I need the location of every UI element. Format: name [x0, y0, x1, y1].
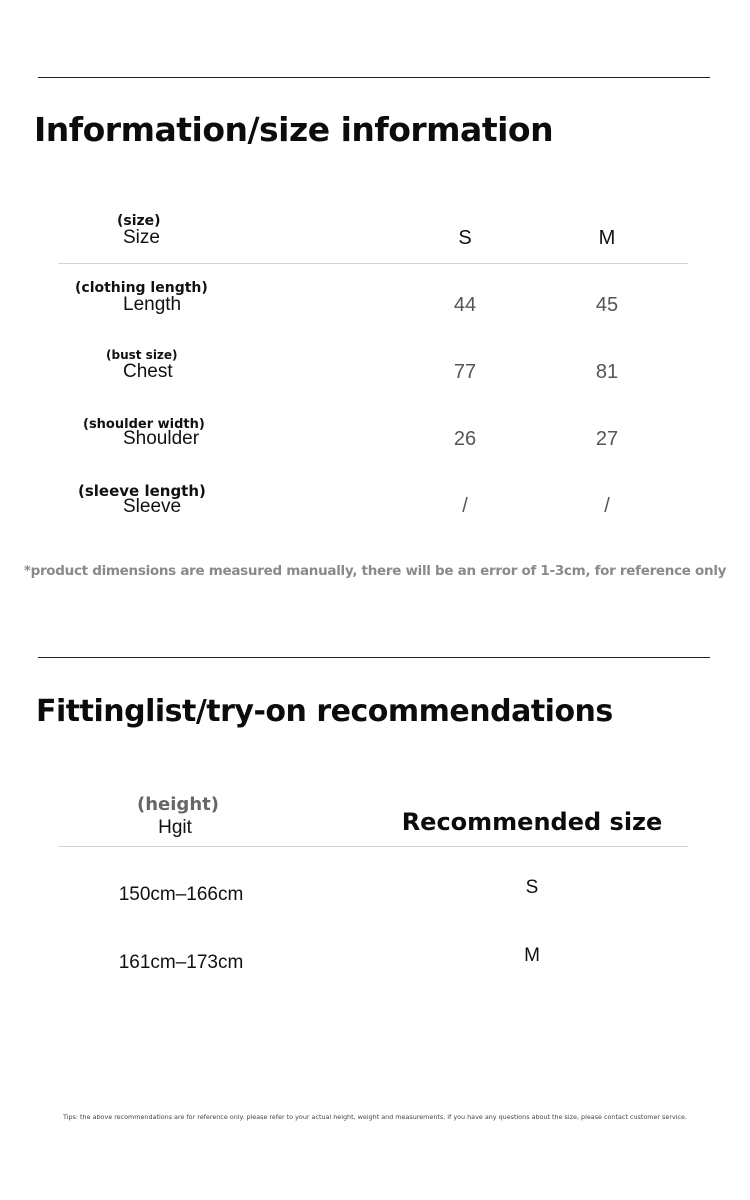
middle-divider — [38, 657, 710, 658]
row-label-cn: (sleeve length) — [78, 482, 206, 500]
fitting-header-en-label: Hgit — [158, 817, 192, 838]
row-value-s: 77 — [453, 361, 477, 383]
row-label-cn: (bust size) — [106, 348, 178, 362]
fitting-height-range: 150cm–166cm — [118, 884, 244, 905]
tips-footnote: Tips: the above recommendations are for reference only. please refer to your actual height, weight and measurements. if you have any questions about the size, please contact customer service. — [63, 1113, 687, 1121]
fitting-header-cn-label: (height) — [137, 794, 219, 815]
fitting-section-title: Fittinglist/try-on recommendations — [36, 694, 613, 729]
measurement-note: *product dimensions are measured manually, there will be an error of 1-3cm, for reference only — [23, 563, 727, 579]
size-header-cn-label: (size) — [117, 213, 161, 229]
row-label-cn: (clothing length) — [75, 280, 208, 296]
row-label-en: Chest — [123, 361, 173, 382]
size-header-s: S — [458, 227, 472, 249]
row-value-s: 26 — [453, 428, 477, 450]
row-value-s: 44 — [453, 294, 477, 316]
fitting-header-divider — [58, 846, 688, 847]
row-label-en: Length — [123, 294, 182, 315]
fitting-header-recommended: Recommended size — [401, 808, 663, 836]
row-value-m: 45 — [595, 294, 619, 316]
row-label-en: Sleeve — [123, 496, 182, 517]
size-header-en-label: Size — [123, 227, 160, 248]
row-value-m: 27 — [595, 428, 619, 450]
row-value-m: 81 — [595, 361, 619, 383]
row-value-m: / — [604, 495, 610, 517]
size-header-m: M — [598, 227, 616, 249]
row-value-s: / — [462, 495, 468, 517]
fitting-recommended-size: M — [524, 945, 540, 966]
row-label-en: Shoulder — [123, 428, 200, 449]
top-divider — [38, 77, 710, 78]
size-section-title: Information/size information — [34, 110, 554, 149]
fitting-height-range: 161cm–173cm — [118, 952, 244, 973]
row-label-cn: (shoulder width) — [83, 417, 205, 432]
size-header-divider — [58, 263, 688, 264]
fitting-recommended-size: S — [525, 877, 539, 898]
